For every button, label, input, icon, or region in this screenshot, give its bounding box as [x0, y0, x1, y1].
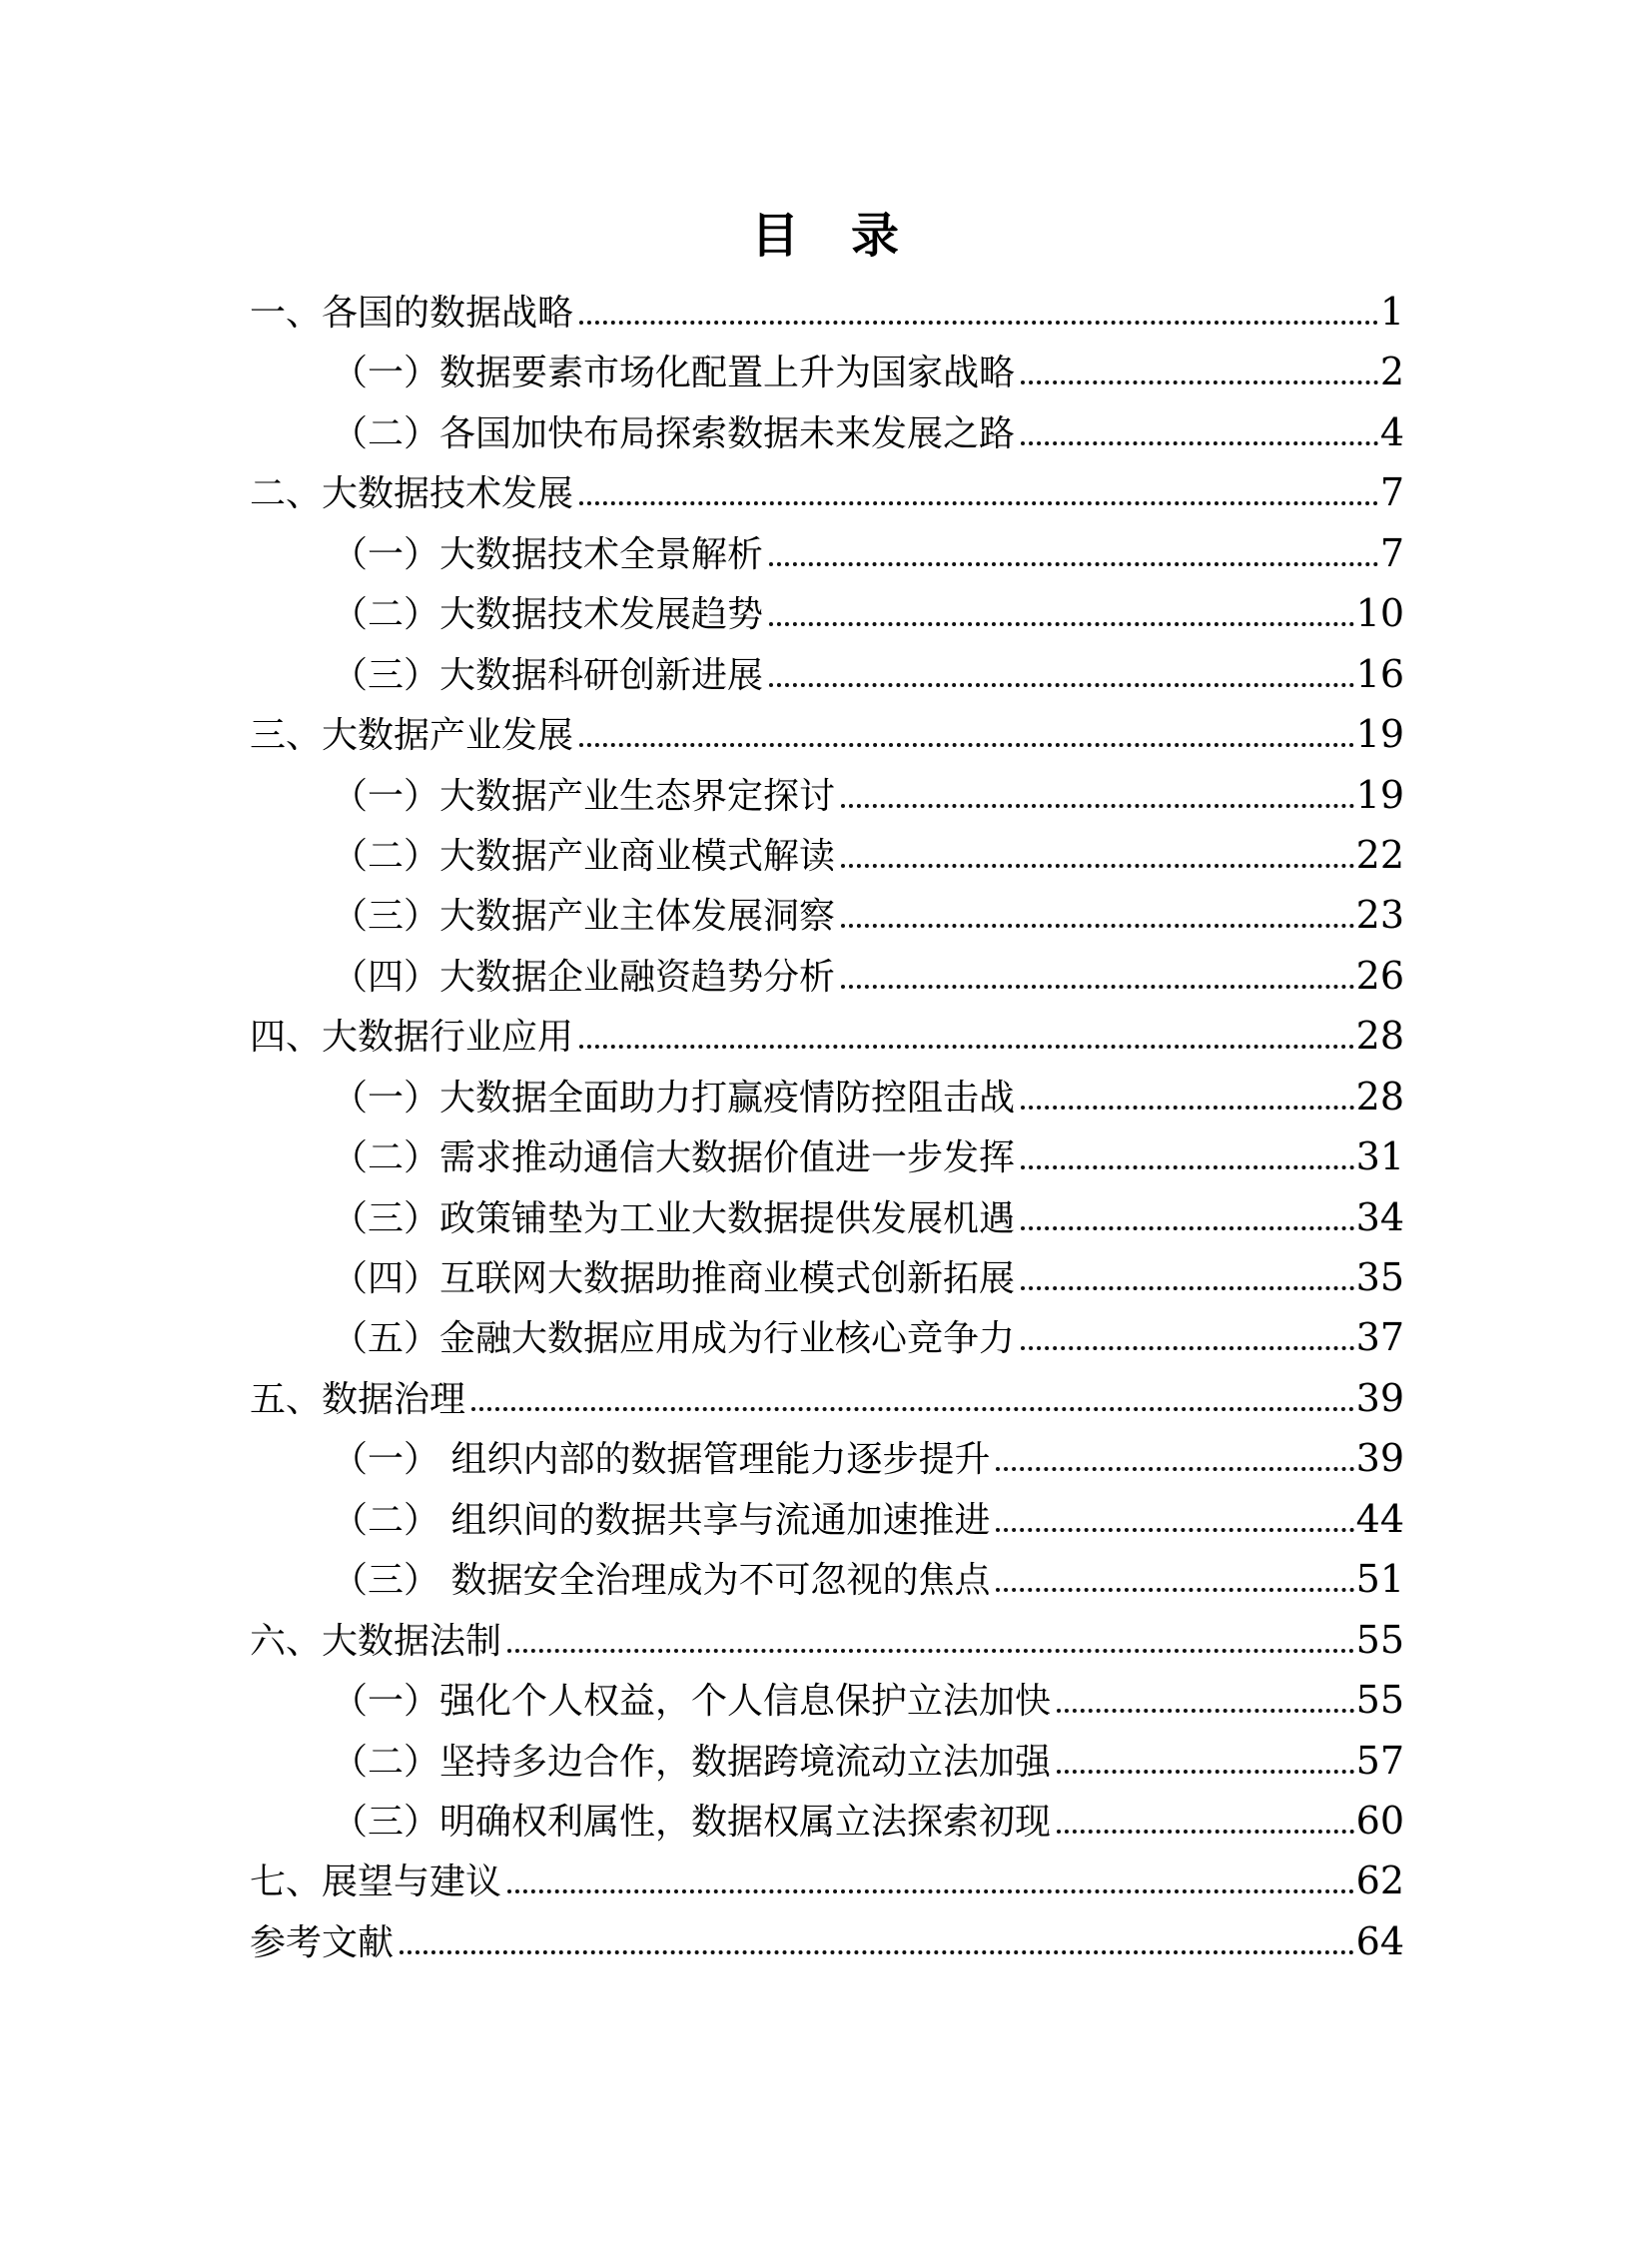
toc-entry	[250, 1187, 1404, 1247]
toc-entry	[250, 704, 1404, 764]
toc-entry-page: 35	[1355, 1255, 1404, 1299]
toc-entry-page: 28	[1355, 1014, 1404, 1059]
toc-entry-page: 31	[1355, 1134, 1404, 1179]
toc-entry-label: 一、各国的数据战略	[250, 293, 574, 334]
toc-dot-leader	[1021, 374, 1378, 384]
toc-entry-page: 19	[1355, 712, 1404, 757]
toc-entry-page: 39	[1355, 1436, 1404, 1481]
toc-entry-page: 10	[1355, 591, 1404, 636]
toc-entry-label: （一）数据要素市场化配置上升为国家战略	[332, 353, 1016, 394]
toc-entry-page: 55	[1355, 1617, 1404, 1662]
toc-entry-page: 19	[1355, 772, 1404, 817]
toc-entry-label: （三） 数据安全治理成为不可忽视的焦点	[332, 1560, 991, 1602]
toc-entry-label: （二）大数据产业商业模式解读	[332, 835, 836, 877]
toc-list	[250, 282, 1404, 1971]
toc-entry	[250, 1368, 1404, 1428]
toc-entry-label: 参考文献	[250, 1921, 395, 1963]
toc-entry-label: （二）各国加快布局探索数据未来发展之路	[332, 412, 1016, 454]
toc-entry-page: 23	[1355, 893, 1404, 938]
toc-entry-page: 7	[1379, 470, 1404, 515]
toc-dot-leader	[841, 979, 1354, 989]
toc-dot-leader	[1021, 1159, 1354, 1169]
toc-entry	[250, 583, 1404, 643]
toc-dot-leader	[769, 616, 1354, 626]
toc-entry	[250, 342, 1404, 401]
toc-entry-page: 1	[1379, 290, 1404, 334]
toc-entry-label: （二） 组织间的数据共享与流通加速推进	[332, 1499, 991, 1541]
toc-dot-leader	[769, 677, 1354, 687]
toc-entry	[250, 1307, 1404, 1367]
toc-entry	[250, 1791, 1404, 1851]
toc-dot-leader	[1021, 1280, 1354, 1290]
toc-entry	[250, 462, 1404, 522]
toc-entry-label: 四、大数据行业应用	[250, 1017, 574, 1059]
toc-entry	[250, 1489, 1404, 1549]
toc-dot-leader	[996, 1582, 1353, 1592]
toc-entry	[250, 1731, 1404, 1791]
toc-entry	[250, 1670, 1404, 1730]
toc-entry-label: 二、大数据技术发展	[250, 473, 574, 515]
toc-entry	[250, 523, 1404, 583]
toc-dot-leader	[841, 918, 1354, 928]
toc-entry-page: 51	[1355, 1557, 1404, 1602]
toc-entry-label: （二）需求推动通信大数据价值进一步发挥	[332, 1137, 1016, 1179]
toc-entry-label: （二）坚持多边合作，数据跨境流动立法加强	[332, 1741, 1052, 1783]
toc-entry	[250, 1126, 1404, 1186]
toc-entry	[250, 644, 1404, 704]
toc-dot-leader	[471, 1401, 1354, 1411]
toc-entry-label: 七、展望与建议	[250, 1862, 502, 1903]
page-title: 目 录	[750, 208, 901, 264]
toc-dot-leader	[507, 1883, 1354, 1893]
toc-dot-leader	[400, 1944, 1354, 1954]
toc-dot-leader	[579, 495, 1378, 505]
toc-dot-leader	[996, 1461, 1353, 1471]
toc-entry	[250, 282, 1404, 342]
toc-entry-label: 六、大数据法制	[250, 1620, 502, 1662]
toc-entry-page: 2	[1379, 350, 1404, 394]
toc-entry-page: 26	[1355, 953, 1404, 998]
toc-dot-leader	[1021, 1220, 1354, 1230]
toc-entry-label: 三、大数据产业发展	[250, 715, 574, 757]
toc-entry-label: （一）大数据产业生态界定探讨	[332, 775, 836, 817]
toc-dot-leader	[1021, 1100, 1354, 1110]
toc-entry-label: （三）大数据产业主体发展洞察	[332, 896, 836, 938]
toc-entry-label: （一） 组织内部的数据管理能力逐步提升	[332, 1439, 991, 1481]
toc-entry-page: 44	[1355, 1496, 1404, 1541]
toc-dot-leader	[841, 798, 1354, 808]
toc-dot-leader	[1057, 1703, 1354, 1713]
toc-entry	[250, 825, 1404, 885]
toc-entry	[250, 402, 1404, 462]
toc-dot-leader	[1057, 1824, 1354, 1834]
toc-entry-label: （三）大数据科研创新进展	[332, 654, 764, 696]
toc-dot-leader	[996, 1522, 1353, 1532]
toc-entry	[250, 765, 1404, 825]
toc-entry-page: 64	[1355, 1918, 1404, 1963]
toc-entry-label: （一）强化个人权益，个人信息保护立法加快	[332, 1681, 1052, 1723]
toc-entry-page: 37	[1355, 1315, 1404, 1360]
toc-entry	[250, 1006, 1404, 1066]
toc-dot-leader	[1057, 1764, 1354, 1774]
toc-entry-page: 34	[1355, 1194, 1404, 1239]
toc-entry-page: 57	[1355, 1738, 1404, 1783]
toc-dot-leader	[1021, 1340, 1354, 1350]
toc-entry-label: （三）政策铺垫为工业大数据提供发展机遇	[332, 1197, 1016, 1239]
toc-entry-page: 55	[1355, 1678, 1404, 1723]
toc-entry	[250, 1247, 1404, 1307]
toc-entry-label: （一）大数据技术全景解析	[332, 533, 764, 575]
toc-dot-leader	[1021, 435, 1378, 445]
toc-dot-leader	[507, 1643, 1354, 1653]
toc-entry-label: （五）金融大数据应用成为行业核心竞争力	[332, 1318, 1016, 1360]
toc-entry-label: （一）大数据全面助力打赢疫情防控阻击战	[332, 1077, 1016, 1119]
toc-entry	[250, 1911, 1404, 1971]
toc-entry-label: （四）互联网大数据助推商业模式创新拓展	[332, 1258, 1016, 1299]
toc-entry-page: 60	[1355, 1798, 1404, 1843]
toc-entry	[250, 1067, 1404, 1126]
toc-entry	[250, 946, 1404, 1006]
toc-entry-page: 4	[1379, 409, 1404, 454]
toc-entry-label: （二）大数据技术发展趋势	[332, 594, 764, 636]
toc-entry-page: 22	[1355, 832, 1404, 877]
toc-entry-page: 7	[1379, 530, 1404, 575]
toc-dot-leader	[579, 737, 1354, 747]
toc-entry-label: （四）大数据企业融资趋势分析	[332, 956, 836, 998]
toc-dot-leader	[579, 1039, 1354, 1049]
toc-dot-leader	[769, 556, 1378, 566]
toc-entry	[250, 885, 1404, 945]
toc-entry-label: （三）明确权利属性，数据权属立法探索初现	[332, 1801, 1052, 1843]
toc-entry-page: 16	[1355, 651, 1404, 696]
toc-entry	[250, 1428, 1404, 1488]
toc-entry-page: 62	[1355, 1859, 1404, 1903]
toc-entry-page: 39	[1355, 1375, 1404, 1420]
toc-entry-page: 28	[1355, 1074, 1404, 1119]
toc-dot-leader	[579, 315, 1378, 325]
toc-dot-leader	[841, 858, 1354, 868]
toc-entry-label: 五、数据治理	[250, 1378, 466, 1420]
toc-entry	[250, 1610, 1404, 1670]
toc-entry	[250, 1549, 1404, 1609]
toc-entry	[250, 1851, 1404, 1910]
